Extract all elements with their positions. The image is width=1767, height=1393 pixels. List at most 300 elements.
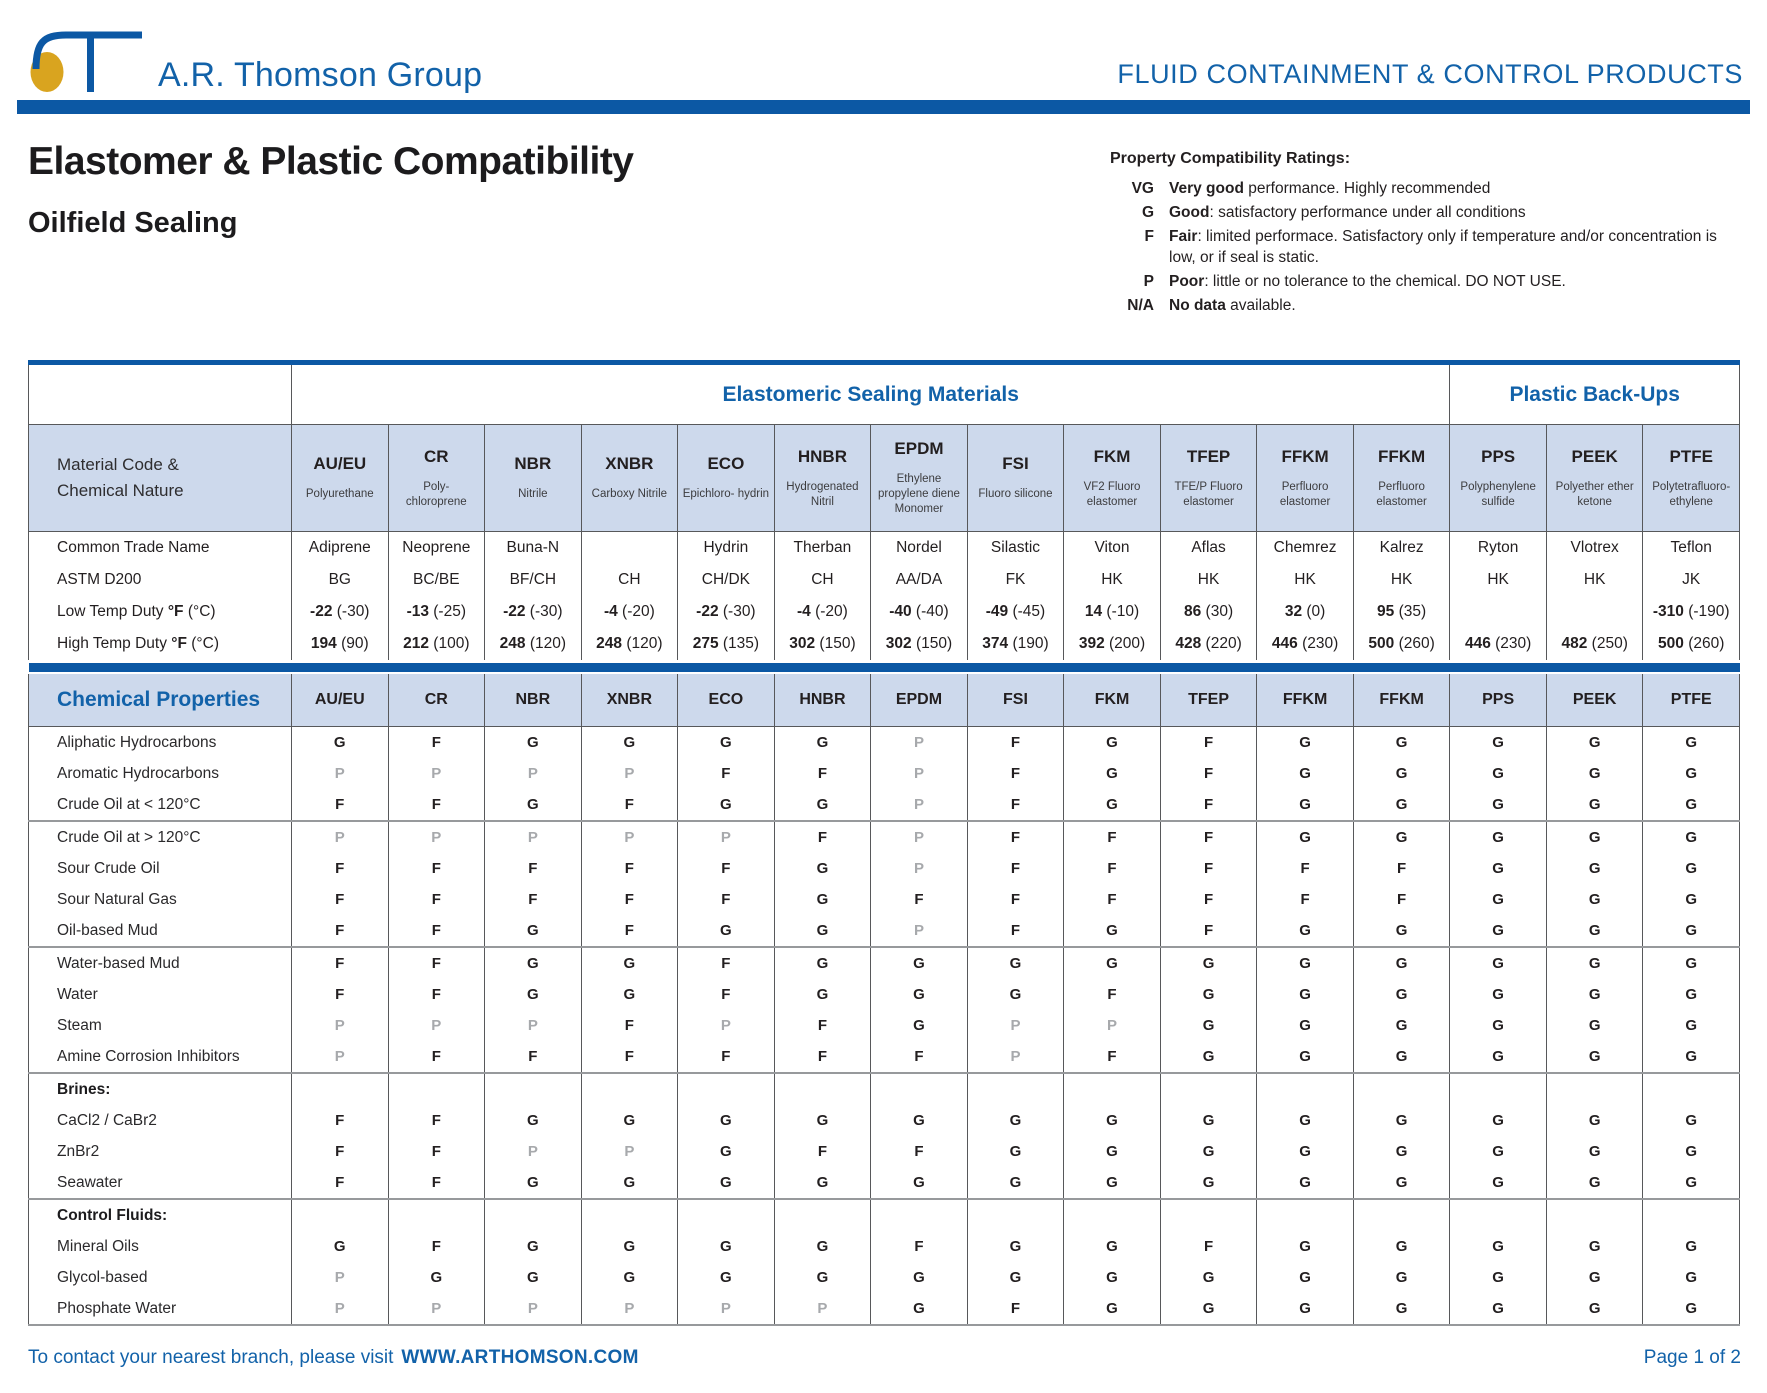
info-row-low bbox=[29, 596, 1740, 628]
company-logo-icon bbox=[28, 22, 146, 94]
rating-cell: F bbox=[581, 1010, 678, 1041]
rating-cell bbox=[1160, 1199, 1257, 1231]
chem-header-code-cell: CR bbox=[388, 673, 485, 727]
legend-item-code: N/A bbox=[1127, 297, 1154, 314]
chem-row-label: Sour Crude Oil bbox=[29, 853, 292, 884]
rating-cell: P bbox=[774, 1293, 871, 1325]
chem-header-code-cell: NBR bbox=[485, 673, 582, 727]
rating-cell bbox=[871, 1073, 968, 1105]
chem-row-label: Control Fluids: bbox=[29, 1199, 292, 1231]
rating-cell: G bbox=[1160, 1041, 1257, 1073]
rating-cell: F bbox=[774, 821, 871, 853]
material-code-corner-label bbox=[29, 425, 292, 532]
rating-cell: G bbox=[1643, 758, 1740, 789]
rating-cell: G bbox=[774, 1231, 871, 1262]
astm-cell: BG bbox=[292, 564, 389, 596]
rating-cell: P bbox=[1064, 1010, 1161, 1041]
brand-name: A.R. Thomson Group bbox=[158, 56, 483, 94]
rating-cell: G bbox=[485, 727, 582, 759]
legend-item bbox=[1110, 295, 1746, 316]
rating-cell: G bbox=[774, 789, 871, 821]
chem-row-label: Seawater bbox=[29, 1167, 292, 1199]
rating-cell: G bbox=[1643, 1262, 1740, 1293]
chem-header-code-cell: PEEK bbox=[1546, 673, 1643, 727]
rating-cell: G bbox=[1546, 1041, 1643, 1073]
astm-cell: AA/DA bbox=[871, 564, 968, 596]
material-code: HNBR bbox=[797, 446, 847, 466]
rating-cell: G bbox=[1257, 1262, 1354, 1293]
rating-cell: P bbox=[581, 758, 678, 789]
rating-cell: G bbox=[1064, 1262, 1161, 1293]
rating-cell: G bbox=[1450, 1105, 1547, 1136]
rating-cell: G bbox=[581, 1167, 678, 1199]
rating-cell: G bbox=[485, 1262, 582, 1293]
chem-header-code-cell: XNBR bbox=[581, 673, 678, 727]
chem-header-code-cell: PTFE bbox=[1643, 673, 1740, 727]
chem-header-code-cell: FKM bbox=[1064, 673, 1161, 727]
rating-cell: F bbox=[774, 1041, 871, 1073]
rating-cell: F bbox=[292, 1105, 389, 1136]
rating-cell: G bbox=[1257, 789, 1354, 821]
rating-cell: G bbox=[1160, 979, 1257, 1010]
rating-cell: G bbox=[581, 947, 678, 979]
low-cell: -22 (-30) bbox=[292, 596, 389, 628]
material-code-cell bbox=[967, 425, 1064, 532]
rating-cell: G bbox=[1160, 1262, 1257, 1293]
rating-cell: G bbox=[1643, 1041, 1740, 1073]
rating-cell: F bbox=[388, 1105, 485, 1136]
material-code: PPS bbox=[1481, 446, 1516, 466]
rating-cell: G bbox=[1257, 947, 1354, 979]
rating-cell bbox=[1064, 1073, 1161, 1105]
rating-cell: G bbox=[1257, 1105, 1354, 1136]
rating-cell: F bbox=[871, 1136, 968, 1167]
rating-cell: P bbox=[678, 1293, 775, 1325]
rating-cell: G bbox=[678, 915, 775, 947]
rating-cell: G bbox=[1643, 884, 1740, 915]
rating-cell: G bbox=[1450, 1167, 1547, 1199]
rating-cell: F bbox=[388, 947, 485, 979]
rating-cell: F bbox=[388, 979, 485, 1010]
rating-cell: G bbox=[1450, 979, 1547, 1010]
rating-cell: F bbox=[388, 1167, 485, 1199]
material-code-cell bbox=[1546, 425, 1643, 532]
low-cell: 32 (0) bbox=[1257, 596, 1354, 628]
rating-cell: G bbox=[1064, 947, 1161, 979]
rating-cell: G bbox=[1450, 1010, 1547, 1041]
rating-cell: P bbox=[388, 1010, 485, 1041]
rating-cell: G bbox=[774, 1262, 871, 1293]
rating-cell: G bbox=[1643, 1136, 1740, 1167]
chem-row-label: Oil-based Mud bbox=[29, 915, 292, 947]
rating-cell: G bbox=[1643, 1010, 1740, 1041]
chem-row bbox=[29, 1041, 1740, 1073]
chem-header-code-cell: ECO bbox=[678, 673, 775, 727]
rating-cell: F bbox=[678, 853, 775, 884]
rating-cell: G bbox=[292, 1231, 389, 1262]
rating-cell: G bbox=[678, 727, 775, 759]
ratings-legend-heading: Property Compatibility Ratings: bbox=[1110, 150, 1351, 167]
rating-cell bbox=[774, 1073, 871, 1105]
rating-cell: G bbox=[1450, 1231, 1547, 1262]
chem-row bbox=[29, 1231, 1740, 1262]
trade-cell: Neoprene bbox=[388, 532, 485, 565]
material-nature: Ethylene propylene diene Monomer bbox=[878, 473, 960, 515]
rating-cell: P bbox=[292, 1010, 389, 1041]
rating-cell: G bbox=[581, 1262, 678, 1293]
page-header bbox=[28, 22, 1743, 94]
rating-cell: P bbox=[388, 821, 485, 853]
rating-cell: G bbox=[774, 727, 871, 759]
rating-cell: F bbox=[678, 1041, 775, 1073]
legend-item-text: No data available. bbox=[1169, 297, 1296, 314]
rating-cell: F bbox=[581, 915, 678, 947]
rating-cell: P bbox=[292, 1041, 389, 1073]
ratings-legend-items bbox=[1110, 178, 1746, 316]
rating-cell: G bbox=[1643, 1293, 1740, 1325]
high-cell: 302 (150) bbox=[871, 628, 968, 662]
astm-cell: HK bbox=[1353, 564, 1450, 596]
section-plastic-header: Plastic Back-Ups bbox=[1450, 363, 1740, 425]
rating-cell: P bbox=[388, 1293, 485, 1325]
material-nature: Polyether ether ketone bbox=[1555, 480, 1634, 508]
chem-row-label: Water-based Mud bbox=[29, 947, 292, 979]
legend-item-term: Very good bbox=[1169, 180, 1244, 197]
rating-cell: P bbox=[678, 1010, 775, 1041]
rating-cell: G bbox=[1546, 789, 1643, 821]
rating-cell bbox=[1546, 1199, 1643, 1231]
low-cell: 14 (-10) bbox=[1064, 596, 1161, 628]
trade-cell: Vlotrex bbox=[1546, 532, 1643, 565]
rating-cell: G bbox=[1546, 1231, 1643, 1262]
rating-cell: F bbox=[774, 758, 871, 789]
trade-cell: Aflas bbox=[1160, 532, 1257, 565]
rating-cell: F bbox=[388, 789, 485, 821]
info-row-label: Common Trade Name bbox=[29, 532, 292, 565]
rating-cell: G bbox=[1643, 915, 1740, 947]
rating-cell: P bbox=[581, 1293, 678, 1325]
low-cell: -13 (-25) bbox=[388, 596, 485, 628]
rating-cell: G bbox=[1160, 1136, 1257, 1167]
material-code-cell bbox=[774, 425, 871, 532]
legend-item bbox=[1110, 271, 1746, 292]
rating-cell: G bbox=[678, 1262, 775, 1293]
material-nature: TFE/P Fluoro elastomer bbox=[1174, 480, 1243, 508]
material-code: EPDM bbox=[894, 439, 944, 459]
rating-cell bbox=[485, 1199, 582, 1231]
rating-cell: G bbox=[1546, 979, 1643, 1010]
rating-cell: G bbox=[1353, 758, 1450, 789]
chem-row-label: Aliphatic Hydrocarbons bbox=[29, 727, 292, 759]
rating-cell: P bbox=[967, 1041, 1064, 1073]
rating-cell: G bbox=[1450, 853, 1547, 884]
rating-cell bbox=[485, 1073, 582, 1105]
chem-row-label: Sour Natural Gas bbox=[29, 884, 292, 915]
rating-cell: F bbox=[1160, 727, 1257, 759]
high-cell: 500 (260) bbox=[1353, 628, 1450, 662]
high-cell: 392 (200) bbox=[1064, 628, 1161, 662]
trade-cell: Chemrez bbox=[1257, 532, 1354, 565]
rating-cell: G bbox=[581, 1231, 678, 1262]
rating-cell bbox=[1257, 1073, 1354, 1105]
rating-cell: F bbox=[871, 1041, 968, 1073]
rating-cell bbox=[678, 1073, 775, 1105]
material-nature: Perfluoro elastomer bbox=[1279, 480, 1331, 508]
rating-cell: G bbox=[1450, 758, 1547, 789]
astm-cell: HK bbox=[1160, 564, 1257, 596]
chem-row bbox=[29, 1010, 1740, 1041]
rating-cell: P bbox=[292, 1262, 389, 1293]
astm-cell: HK bbox=[1064, 564, 1161, 596]
high-cell: 302 (150) bbox=[774, 628, 871, 662]
rating-cell: F bbox=[1353, 853, 1450, 884]
rating-cell: F bbox=[967, 884, 1064, 915]
rating-cell: F bbox=[581, 1041, 678, 1073]
chem-header-code-cell: HNBR bbox=[774, 673, 871, 727]
high-cell: 248 (120) bbox=[581, 628, 678, 662]
rating-cell: F bbox=[871, 1231, 968, 1262]
chem-row-label: Water bbox=[29, 979, 292, 1010]
rating-cell: G bbox=[1643, 853, 1740, 884]
rating-cell bbox=[967, 1073, 1064, 1105]
rating-cell: G bbox=[1450, 884, 1547, 915]
info-row-astm bbox=[29, 564, 1740, 596]
material-nature: VF2 Fluoro elastomer bbox=[1083, 480, 1141, 508]
material-code-cell bbox=[1160, 425, 1257, 532]
material-nature: Carboxy Nitrile bbox=[591, 488, 668, 501]
rating-cell: G bbox=[967, 1231, 1064, 1262]
rating-cell: G bbox=[485, 1167, 582, 1199]
rating-cell: G bbox=[678, 1136, 775, 1167]
page-footer bbox=[28, 1347, 1741, 1369]
rating-cell: G bbox=[1257, 1010, 1354, 1041]
rating-cell: G bbox=[1353, 979, 1450, 1010]
material-code: CR bbox=[424, 446, 449, 466]
rating-cell: F bbox=[1160, 821, 1257, 853]
chem-header-code-cell: AU/EU bbox=[292, 673, 389, 727]
rating-cell: G bbox=[1160, 1010, 1257, 1041]
trade-cell: Viton bbox=[1064, 532, 1161, 565]
material-code: FFKM bbox=[1281, 446, 1329, 466]
rating-cell bbox=[1064, 1199, 1161, 1231]
chem-row-label: Brines: bbox=[29, 1073, 292, 1105]
rating-cell: P bbox=[485, 1293, 582, 1325]
rating-cell: P bbox=[871, 758, 968, 789]
material-code-cell bbox=[1064, 425, 1161, 532]
rating-cell: G bbox=[1064, 1231, 1161, 1262]
rating-cell: G bbox=[1546, 1105, 1643, 1136]
rating-cell: G bbox=[967, 1105, 1064, 1136]
chem-row bbox=[29, 789, 1740, 821]
high-cell: 212 (100) bbox=[388, 628, 485, 662]
rating-cell: G bbox=[1643, 727, 1740, 759]
rating-cell: F bbox=[292, 884, 389, 915]
rating-cell: F bbox=[1353, 884, 1450, 915]
footer-contact-text: To contact your nearest branch, please visit bbox=[28, 1347, 394, 1368]
chem-section-row bbox=[29, 1073, 1740, 1105]
legend-item-code: F bbox=[1144, 228, 1154, 245]
material-nature: Hydrogenated Nitril bbox=[786, 480, 859, 508]
chem-row-label: CaCl2 / CaBr2 bbox=[29, 1105, 292, 1136]
rating-cell bbox=[967, 1199, 1064, 1231]
rating-cell: G bbox=[1546, 1167, 1643, 1199]
high-cell: 482 (250) bbox=[1546, 628, 1643, 662]
footer-contact-url: WWW.ARTHOMSON.COM bbox=[401, 1347, 639, 1368]
rating-cell: G bbox=[774, 915, 871, 947]
chem-row-label: Amine Corrosion Inhibitors bbox=[29, 1041, 292, 1073]
header-rule bbox=[17, 100, 1750, 114]
rating-cell: G bbox=[1353, 789, 1450, 821]
high-cell: 374 (190) bbox=[967, 628, 1064, 662]
rating-cell: F bbox=[678, 947, 775, 979]
legend-item-term: Fair bbox=[1169, 228, 1198, 245]
low-cell: 86 (30) bbox=[1160, 596, 1257, 628]
rating-cell: G bbox=[485, 947, 582, 979]
high-cell: 500 (260) bbox=[1643, 628, 1740, 662]
rating-cell: G bbox=[678, 1231, 775, 1262]
rating-cell: P bbox=[292, 758, 389, 789]
rating-cell: G bbox=[485, 915, 582, 947]
rating-cell: F bbox=[967, 821, 1064, 853]
rating-cell: G bbox=[1546, 1293, 1643, 1325]
page-subtitle: Oilfield Sealing bbox=[28, 207, 238, 239]
rating-cell bbox=[388, 1199, 485, 1231]
rating-cell bbox=[1353, 1073, 1450, 1105]
rating-cell: G bbox=[1064, 758, 1161, 789]
rating-cell: F bbox=[388, 915, 485, 947]
rating-cell: G bbox=[1257, 979, 1354, 1010]
rating-cell: G bbox=[1450, 789, 1547, 821]
rating-cell: F bbox=[678, 979, 775, 1010]
compatibility-table-wrap bbox=[28, 360, 1740, 1326]
chem-header-code-cell: FFKM bbox=[1353, 673, 1450, 727]
material-nature: Polytetrafluoro- ethylene bbox=[1652, 480, 1731, 508]
chem-row bbox=[29, 1136, 1740, 1167]
rating-cell: G bbox=[774, 884, 871, 915]
chem-row-label: Mineral Oils bbox=[29, 1231, 292, 1262]
material-code-cell bbox=[871, 425, 968, 532]
rating-cell: G bbox=[1643, 1231, 1740, 1262]
material-code-cell bbox=[1257, 425, 1354, 532]
material-code-cell bbox=[581, 425, 678, 532]
legend-item-code: P bbox=[1143, 273, 1154, 290]
astm-cell: JK bbox=[1643, 564, 1740, 596]
chem-row-label: Phosphate Water bbox=[29, 1293, 292, 1325]
rating-cell: G bbox=[1450, 1293, 1547, 1325]
rating-cell: G bbox=[1064, 1167, 1161, 1199]
astm-cell: CH bbox=[581, 564, 678, 596]
chem-row bbox=[29, 1105, 1740, 1136]
rating-cell bbox=[774, 1199, 871, 1231]
chem-row bbox=[29, 1293, 1740, 1325]
rating-cell: G bbox=[678, 1167, 775, 1199]
rating-cell: F bbox=[388, 727, 485, 759]
high-cell: 248 (120) bbox=[485, 628, 582, 662]
rating-cell: G bbox=[1064, 1105, 1161, 1136]
trade-cell: Kalrez bbox=[1353, 532, 1450, 565]
rating-cell: G bbox=[871, 1293, 968, 1325]
rating-cell: G bbox=[1257, 758, 1354, 789]
rating-cell: G bbox=[485, 1231, 582, 1262]
rating-cell: F bbox=[485, 884, 582, 915]
rating-cell: F bbox=[1160, 884, 1257, 915]
chem-row bbox=[29, 947, 1740, 979]
material-code-cell bbox=[1450, 425, 1547, 532]
rating-cell: G bbox=[1353, 947, 1450, 979]
chemical-properties-header-row bbox=[29, 673, 1740, 727]
material-code: PEEK bbox=[1571, 446, 1618, 466]
rating-cell: G bbox=[1353, 1010, 1450, 1041]
rating-cell: P bbox=[485, 1010, 582, 1041]
rating-cell: F bbox=[292, 915, 389, 947]
chem-header-code-cell: PPS bbox=[1450, 673, 1547, 727]
brand bbox=[28, 22, 482, 94]
rating-cell: G bbox=[1353, 1293, 1450, 1325]
low-cell: -4 (-20) bbox=[774, 596, 871, 628]
rating-cell bbox=[1160, 1073, 1257, 1105]
chem-row bbox=[29, 1167, 1740, 1199]
rating-cell bbox=[292, 1073, 389, 1105]
rating-cell: G bbox=[1546, 853, 1643, 884]
rating-cell: P bbox=[485, 821, 582, 853]
rating-cell bbox=[1546, 1073, 1643, 1105]
rating-cell: G bbox=[485, 1105, 582, 1136]
rating-cell: G bbox=[1450, 915, 1547, 947]
rating-cell: G bbox=[1257, 1231, 1354, 1262]
material-code: AU/EU bbox=[313, 454, 367, 474]
rating-cell: G bbox=[871, 1262, 968, 1293]
rating-cell: P bbox=[292, 821, 389, 853]
rating-cell: G bbox=[871, 1105, 968, 1136]
rating-cell: G bbox=[1257, 1167, 1354, 1199]
chem-row-label: Crude Oil at < 120°C bbox=[29, 789, 292, 821]
rating-cell bbox=[581, 1073, 678, 1105]
material-nature: Polyurethane bbox=[305, 488, 374, 501]
corner-label-line: Material Code & bbox=[57, 454, 179, 474]
trade-cell: Ryton bbox=[1450, 532, 1547, 565]
rating-cell: G bbox=[581, 1105, 678, 1136]
legend-item bbox=[1110, 178, 1746, 199]
rating-cell: F bbox=[1160, 1231, 1257, 1262]
trade-cell: Hydrin bbox=[678, 532, 775, 565]
rating-cell: G bbox=[581, 727, 678, 759]
material-code: ECO bbox=[707, 454, 745, 474]
trade-cell: Buna-N bbox=[485, 532, 582, 565]
material-code-cell bbox=[485, 425, 582, 532]
material-code-cell bbox=[1353, 425, 1450, 532]
info-row-label: ASTM D200 bbox=[29, 564, 292, 596]
legend-item-code: G bbox=[1141, 204, 1154, 221]
legend-item-text: Good: satisfactory performance under all conditions bbox=[1169, 204, 1526, 221]
high-cell: 446 (230) bbox=[1450, 628, 1547, 662]
material-code-cell bbox=[292, 425, 389, 532]
legend-item bbox=[1110, 202, 1746, 223]
trade-cell: Silastic bbox=[967, 532, 1064, 565]
material-code: PTFE bbox=[1669, 446, 1713, 466]
rating-cell: G bbox=[1450, 1136, 1547, 1167]
rating-cell: G bbox=[292, 727, 389, 759]
trade-cell bbox=[581, 532, 678, 565]
rating-cell: G bbox=[1160, 1167, 1257, 1199]
material-code-row bbox=[29, 425, 1740, 532]
rating-cell: G bbox=[1546, 758, 1643, 789]
rating-cell: G bbox=[1450, 1262, 1547, 1293]
rating-cell: G bbox=[1257, 1136, 1354, 1167]
rating-cell: P bbox=[678, 821, 775, 853]
rating-cell: F bbox=[485, 1041, 582, 1073]
trade-cell: Adiprene bbox=[292, 532, 389, 565]
blue-divider-cell bbox=[29, 662, 1740, 674]
